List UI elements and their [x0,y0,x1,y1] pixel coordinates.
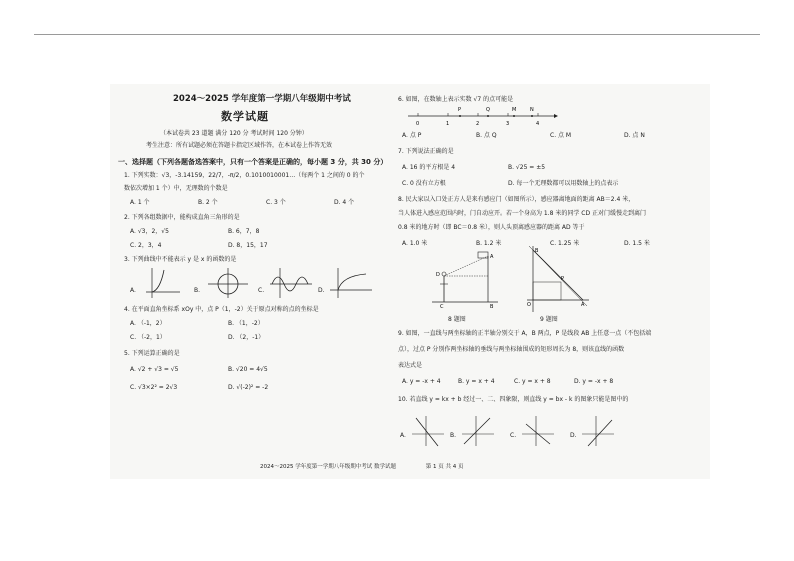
q8-figure-caption: 8 题图 [448,316,466,323]
q6-tick-3: 3 [506,121,510,127]
q10-option-c: C. [510,432,517,439]
q10-option-d: D. [570,432,577,439]
q3-graph-a [144,266,184,300]
q7-option-c: C. 0 没有立方根 [402,180,446,187]
q6-tick-2: 2 [476,121,480,127]
q6-point-m: M [512,107,517,113]
q6-number-line [408,106,558,128]
q8-option-b: B. 1.2 米 [476,240,502,247]
q4-option-b: B. （1，-2） [228,320,264,327]
q9-option-d: D. y = -x + 8 [574,378,614,385]
q6-tick-1: 1 [446,121,450,127]
exam-page [110,84,710,479]
q6-point-n: N [530,107,534,113]
q9-line3: 表达式是 [398,362,423,369]
q5-option-d: D. √(-2)² = -2 [228,384,269,391]
q6-option-a: A. 点 P [402,132,422,139]
q9-figure-caption: 9 题图 [540,316,558,323]
q7-option-d: D. 每一个无理数都可以用数轴上的点表示 [508,180,619,187]
q4-option-d: D. （2，-1） [228,334,265,341]
q6-tick-4: 4 [536,121,540,127]
q6-point-p: P [458,107,462,113]
q1-option-d: D. 4 个 [334,199,355,206]
q3-option-b: B. [194,287,201,294]
svg-text:P: P [561,276,565,282]
svg-text:A: A [490,254,494,260]
svg-text:A: A [581,302,585,308]
q8-line2: 当人体进入感应范围内时，门自动应开。若一个身高为 1.8 米的同学 CD 正对门缓慢走到离门 [398,210,646,217]
q5-option-a: A. √2 + √3 = √5 [130,366,179,373]
q2-stem: 2. 下列各组数据中，能构成直角三角形的是 [124,214,240,221]
section1-heading: 一、选择题（下列各题备选答案中，只有一个答案是正确的，每小题 3 分，共 30 分） [118,158,388,166]
q7-option-a: A. 16 的平方根是 4 [402,164,456,171]
q1-option-b: B. 2 个 [198,199,218,206]
q10-graph-a [410,414,446,448]
q3-graph-b [206,266,250,300]
q3-graph-c [268,266,314,300]
svg-text:C: C [440,304,444,310]
q7-stem: 7. 下列说法正确的是 [398,148,454,155]
q8-option-a: A. 1.0 米 [402,240,428,247]
exam-title: 2024～2025 学年度第一学期八年级期中考试 [173,94,351,104]
q10-stem: 10. 若直线 y = kx + b 经过一、二、四象限，则直线 y = bx - k 的图象只能是图中的 [398,396,629,403]
q5-stem: 5. 下列运算正确的是 [124,350,180,357]
q2-option-c: C. 2，3，4 [130,242,162,249]
q8-line3: 0.8 米的地方时（即 BC＝0.8 米），则人头顶离感应器的距离 AD 等于 [398,224,585,231]
q7-option-b: B. √25 = ±5 [508,164,546,171]
q2-option-d: D. 8，15，17 [228,242,268,249]
q6-stem: 6. 如图，在数轴上表示实数 √7 的点可能是 [398,96,514,103]
q10-option-b: B. [450,432,457,439]
q3-graph-d [328,266,374,300]
q6-point-q: Q [486,107,490,113]
q1-line2: 数依次增加 1 个）中，无理数的个数是 [124,185,228,192]
q3-option-a: A. [130,287,136,294]
q6-tick-0: 0 [416,121,420,127]
q6-option-d: D. 点 N [624,132,645,139]
q1-line1: 1. 下列实数：√3，-3.14159，22/7，-π/2，0.1010010001…（每两个 1 之间的 0 的个 [124,172,365,179]
q4-option-c: C. （-2，1） [130,334,166,341]
subject-title: 数学试题 [221,110,269,123]
q3-stem: 3. 下列曲线中不能表示 y 是 x 的函数的是 [124,256,237,263]
q10-graph-c [520,414,556,448]
svg-text:B: B [490,304,494,310]
page-footer [260,462,464,470]
svg-text:O: O [527,302,531,308]
q8-option-d: D. 1.5 米 [624,240,650,247]
q9-line2: 点），过点 P 分别作两坐标轴的垂线与两坐标轴围成的矩形周长为 8，则该直线的函数 [398,346,625,353]
q10-graph-d [580,414,616,448]
q9-option-a: A. y = -x + 4 [402,378,441,385]
q6-option-c: C. 点 M [550,132,572,139]
q5-option-c: C. √3×2² = 2√3 [130,384,178,391]
exam-note: 考生注意：所有试题必须在答题卡指定区域作答，在本试卷上作答无效 [146,142,333,149]
q4-option-a: A. （-1，2） [130,320,166,327]
q9-option-b: B. y = x + 4 [458,378,495,385]
q9-line1: 9. 如图，一直线与两坐标轴的正半轴分别交于 A，B 两点，P 是线段 AB 上任意一点（不包括端 [398,330,652,337]
q8-figure [428,250,508,312]
q2-option-b: B. 6，7，8 [228,228,260,235]
q3-option-c: C. [258,287,265,294]
q6-option-b: B. 点 Q [476,132,497,139]
q8-line1: 8. 民大家以入口处正方人是来有感应门（如图所示），感应器离地面的距离 AB＝2.4 米， [398,196,635,203]
exam-info: （本试卷共 23 道题 满分 120 分 考试时间 120 分钟） [160,130,308,137]
q4-stem: 4. 在平面直角坐标系 xOy 中，点 P（1，-2）关于原点对称的点的坐标是 [124,306,319,313]
q9-figure [523,244,593,314]
q1-option-a: A. 1 个 [130,199,150,206]
footer-page-number: 第 1 页 共 4 页 [425,464,464,470]
q8-option-c: C. 1.25 米 [550,240,580,247]
q1-option-c: C. 3 个 [266,199,286,206]
footer-text: 2024～2025 学年度第一学期八年级期中考试 数学试题 [260,464,396,470]
q10-graph-b [460,414,496,448]
q10-option-a: A. [400,432,406,439]
svg-text:B: B [535,248,539,254]
top-rule [34,34,760,35]
svg-text:D: D [436,272,440,278]
q9-option-c: C. y = x + 8 [514,378,551,385]
q3-option-d: D. [318,287,325,294]
q2-option-a: A. √3，2，√5 [130,228,169,235]
q5-option-b: B. √20 = 4√5 [228,366,268,373]
